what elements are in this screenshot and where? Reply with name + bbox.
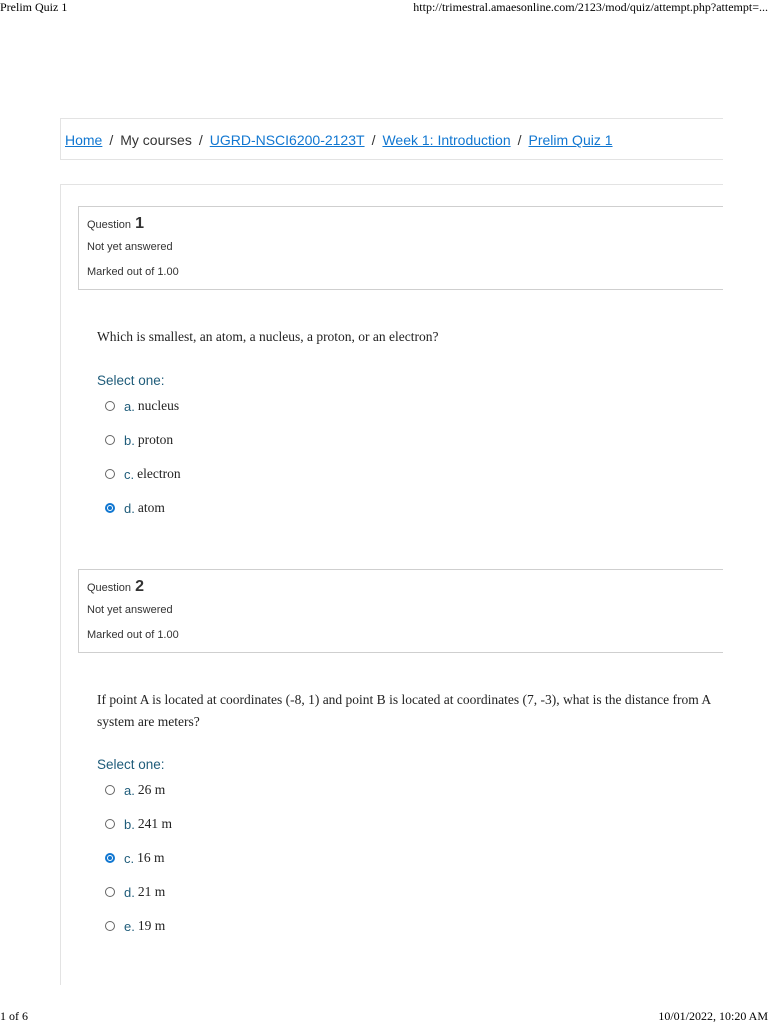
question-2-grade: Marked out of 1.00 (87, 629, 179, 641)
option-letter: a. (124, 782, 135, 798)
radio-button[interactable] (105, 435, 115, 445)
radio-button-selected[interactable] (105, 503, 115, 513)
option-text: 19 m (137, 918, 166, 933)
question-1-option-a[interactable] (105, 397, 179, 415)
question-1-state: Not yet answered (87, 241, 173, 253)
question-2-text (97, 689, 711, 733)
radio-button[interactable] (105, 819, 115, 829)
question-2-state: Not yet answered (87, 604, 173, 616)
question-number-value: 1 (135, 215, 144, 232)
question-text-line: system are meters? (97, 714, 200, 729)
question-1-option-b[interactable] (105, 431, 173, 449)
breadcrumb-separator: / (109, 132, 114, 148)
option-letter: c. (124, 466, 135, 482)
option-text: nucleus (137, 398, 180, 413)
question-2-option-c[interactable] (105, 849, 165, 867)
question-2-select-label: Select one: (97, 757, 165, 772)
breadcrumb-separator: / (517, 132, 522, 148)
option-text: electron (137, 466, 181, 481)
question-2-option-b[interactable] (105, 815, 172, 833)
question-1-option-d[interactable] (105, 499, 165, 517)
question-2-info (78, 569, 723, 653)
print-page-title: Prelim Quiz 1 (0, 0, 68, 14)
question-2-number (87, 578, 144, 596)
breadcrumb-bar (60, 118, 723, 160)
option-letter: a. (124, 398, 135, 414)
question-2-option-a[interactable] (105, 781, 165, 799)
question-text-line: If point A is located at coordinates (-8, 1) and point B is located at coordinates (7, -3), what is the distance from A (97, 692, 712, 707)
option-text: 16 m (137, 850, 165, 865)
option-letter: c. (124, 850, 135, 866)
breadcrumb-separator: / (371, 132, 376, 148)
question-1-grade: Marked out of 1.00 (87, 266, 179, 278)
question-1-number (87, 215, 144, 233)
print-page-number: 1 of 6 (0, 1009, 28, 1023)
breadcrumb-my-courses: My courses (120, 132, 192, 148)
question-2-option-d[interactable] (105, 883, 165, 901)
question-1-select-label: Select one: (97, 373, 165, 388)
radio-button[interactable] (105, 785, 115, 795)
breadcrumb-home-link[interactable]: Home (65, 132, 103, 148)
radio-button[interactable] (105, 401, 115, 411)
question-1-option-c[interactable] (105, 465, 181, 483)
option-text: 241 m (137, 816, 172, 831)
option-letter: d. (124, 884, 135, 900)
option-letter: e. (124, 918, 135, 934)
option-text: 26 m (137, 782, 166, 797)
print-datetime: 10/01/2022, 10:20 AM (658, 1009, 768, 1023)
option-text: atom (137, 500, 165, 515)
radio-button-selected[interactable] (105, 853, 115, 863)
question-1-info (78, 206, 723, 290)
print-footer (0, 1009, 768, 1025)
radio-button[interactable] (105, 469, 115, 479)
option-letter: b. (124, 432, 135, 448)
breadcrumb-quiz-link[interactable]: Prelim Quiz 1 (528, 132, 613, 148)
question-2-option-e[interactable] (105, 917, 165, 935)
question-prefix: Question (87, 219, 132, 231)
breadcrumb (65, 132, 613, 148)
breadcrumb-week-link[interactable]: Week 1: Introduction (382, 132, 511, 148)
breadcrumb-course-link[interactable]: UGRD-NSCI6200-2123T (209, 132, 365, 148)
question-1-text (97, 326, 439, 348)
breadcrumb-separator: / (198, 132, 203, 148)
option-text: 21 m (137, 884, 166, 899)
question-text-line: Which is smallest, an atom, a nucleus, a proton, or an electron? (97, 329, 439, 344)
option-text: proton (137, 432, 174, 447)
radio-button[interactable] (105, 887, 115, 897)
question-prefix: Question (87, 582, 132, 594)
option-letter: b. (124, 816, 135, 832)
option-letter: d. (124, 500, 135, 516)
radio-button[interactable] (105, 921, 115, 931)
print-page-url: http://trimestral.amaesonline.com/2123/mod/quiz/attempt.php?attempt=... (413, 0, 768, 14)
question-number-value: 2 (135, 578, 144, 595)
